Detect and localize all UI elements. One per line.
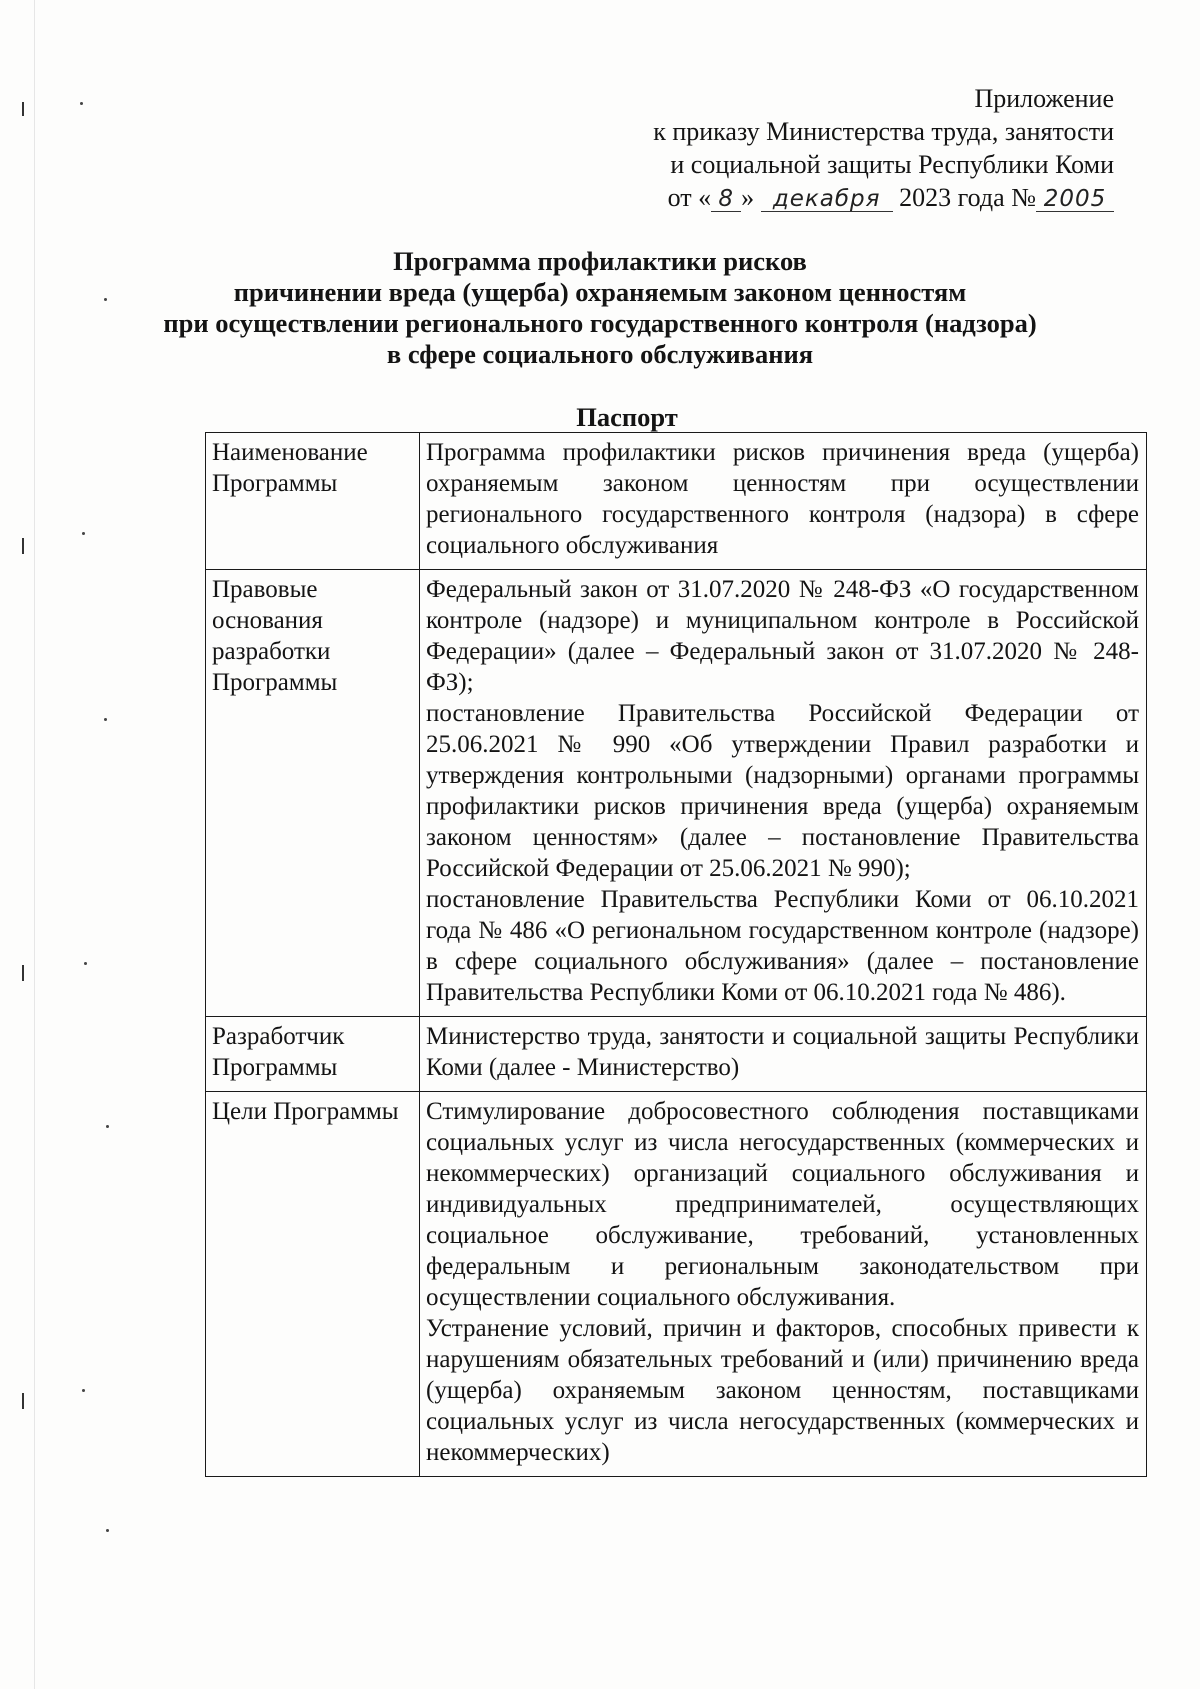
value-paragraph: Министерство труда, занятости и социальной защиты Республики Коми (далее - Министерство) [426,1023,1139,1081]
approval-date-line [653,181,1114,214]
scan-dot [106,1529,109,1532]
table-row [206,1092,1147,1477]
handwritten-day: 8 [711,187,741,212]
value-paragraph: Стимулирование добросовестного соблюдения поставщиками социальных услуг из числа негосударственных (коммерческих и некоммерческих) организаций социального обслуживания и индивидуальных предпринимателей, осуществляющих социальное обслуживание, требований, установленных федеральным и региональным законодательством при осуществлении социального обслуживания. [426,1098,1139,1311]
handwritten-order-number: 2005 [1036,187,1114,212]
row-name-cell: Цели Программы [206,1092,420,1477]
title-line: причинении вреда (ущерба) охраняемым законом ценностям [233,277,967,307]
value-paragraph: Устранение условий, причин и факторов, способных привести к нарушениям обязательных требований и (или) причинению вреда (ущерба) охраняемым законом ценностям, поставщиками социальных услуг из числа негосударственных (коммерческих и некоммерческих) [426,1315,1139,1466]
approval-line: Приложение [974,84,1114,113]
scan-mark [22,965,24,981]
passport-table [205,432,1147,1477]
value-paragraph: Программа профилактики рисков причинения вреда (ущерба) охраняемым законом ценностям при осуществлении регионального государственного контроля (надзора) в сфере социального обслуживания [426,439,1139,559]
value-paragraph: Федеральный закон от 31.07.2020 № 248-ФЗ «О государственном контроле (надзоре) и муниципальном контроле в Российской Федерации» (далее – Федеральный закон от 31.07.2020 № 248-ФЗ); [426,576,1139,696]
value-paragraph: постановление Правительства Российской Федерации от 25.06.2021 № 990 «Об утверждении Правил разработки и утверждения контрольными (надзорными) органами программы профилактики рисков причинения вреда (ущерба) охраняемым законом ценностям» (далее – постановление Правительства Российской Федерации от 25.06.2021 № 990); [426,700,1139,882]
scan-dot [82,1389,85,1392]
scan-dot [84,962,87,965]
date-year: 2023 года № [899,183,1036,212]
date-prefix: от « [667,183,712,212]
scan-mark [22,538,24,554]
approval-line: и социальной защиты Республики Коми [670,150,1114,179]
title-line: Программа профилактики рисков [393,246,807,276]
handwritten-month: декабря [761,187,893,212]
approval-line: к приказу Министерства труда, занятости [653,117,1114,146]
title-line: при осуществлении регионального государственного контроля (надзора) [163,308,1037,338]
scan-dot [106,1125,109,1128]
row-name-cell: Правовые основания разработки Программы [206,570,420,1017]
table-row [206,433,1147,570]
row-value-cell [420,570,1147,1017]
scan-dot [82,532,85,535]
scan-dot [104,718,107,721]
row-name-cell: Разработчик Программы [206,1017,420,1092]
row-name-cell: Наименование Программы [206,433,420,570]
document-title [0,246,1200,370]
title-line: в сфере социального обслуживания [386,339,814,369]
value-paragraph: постановление Правительства Республики Коми от 06.10.2021 года № 486 «О региональном государственном контроле (надзоре) в сфере социального обслуживания» (далее – постановление Правительства Республики Коми от 06.10.2021 года № 486). [426,886,1139,1006]
approval-block [653,82,1114,214]
row-value-cell [420,433,1147,570]
scan-mark [22,1393,24,1409]
row-value-cell [420,1017,1147,1092]
row-value-cell [420,1092,1147,1477]
scan-dot [80,102,83,105]
passport-heading: Паспорт [576,402,678,432]
scan-mark [22,102,24,116]
table-row [206,570,1147,1017]
date-mid: » [741,183,755,212]
table-row [206,1017,1147,1092]
